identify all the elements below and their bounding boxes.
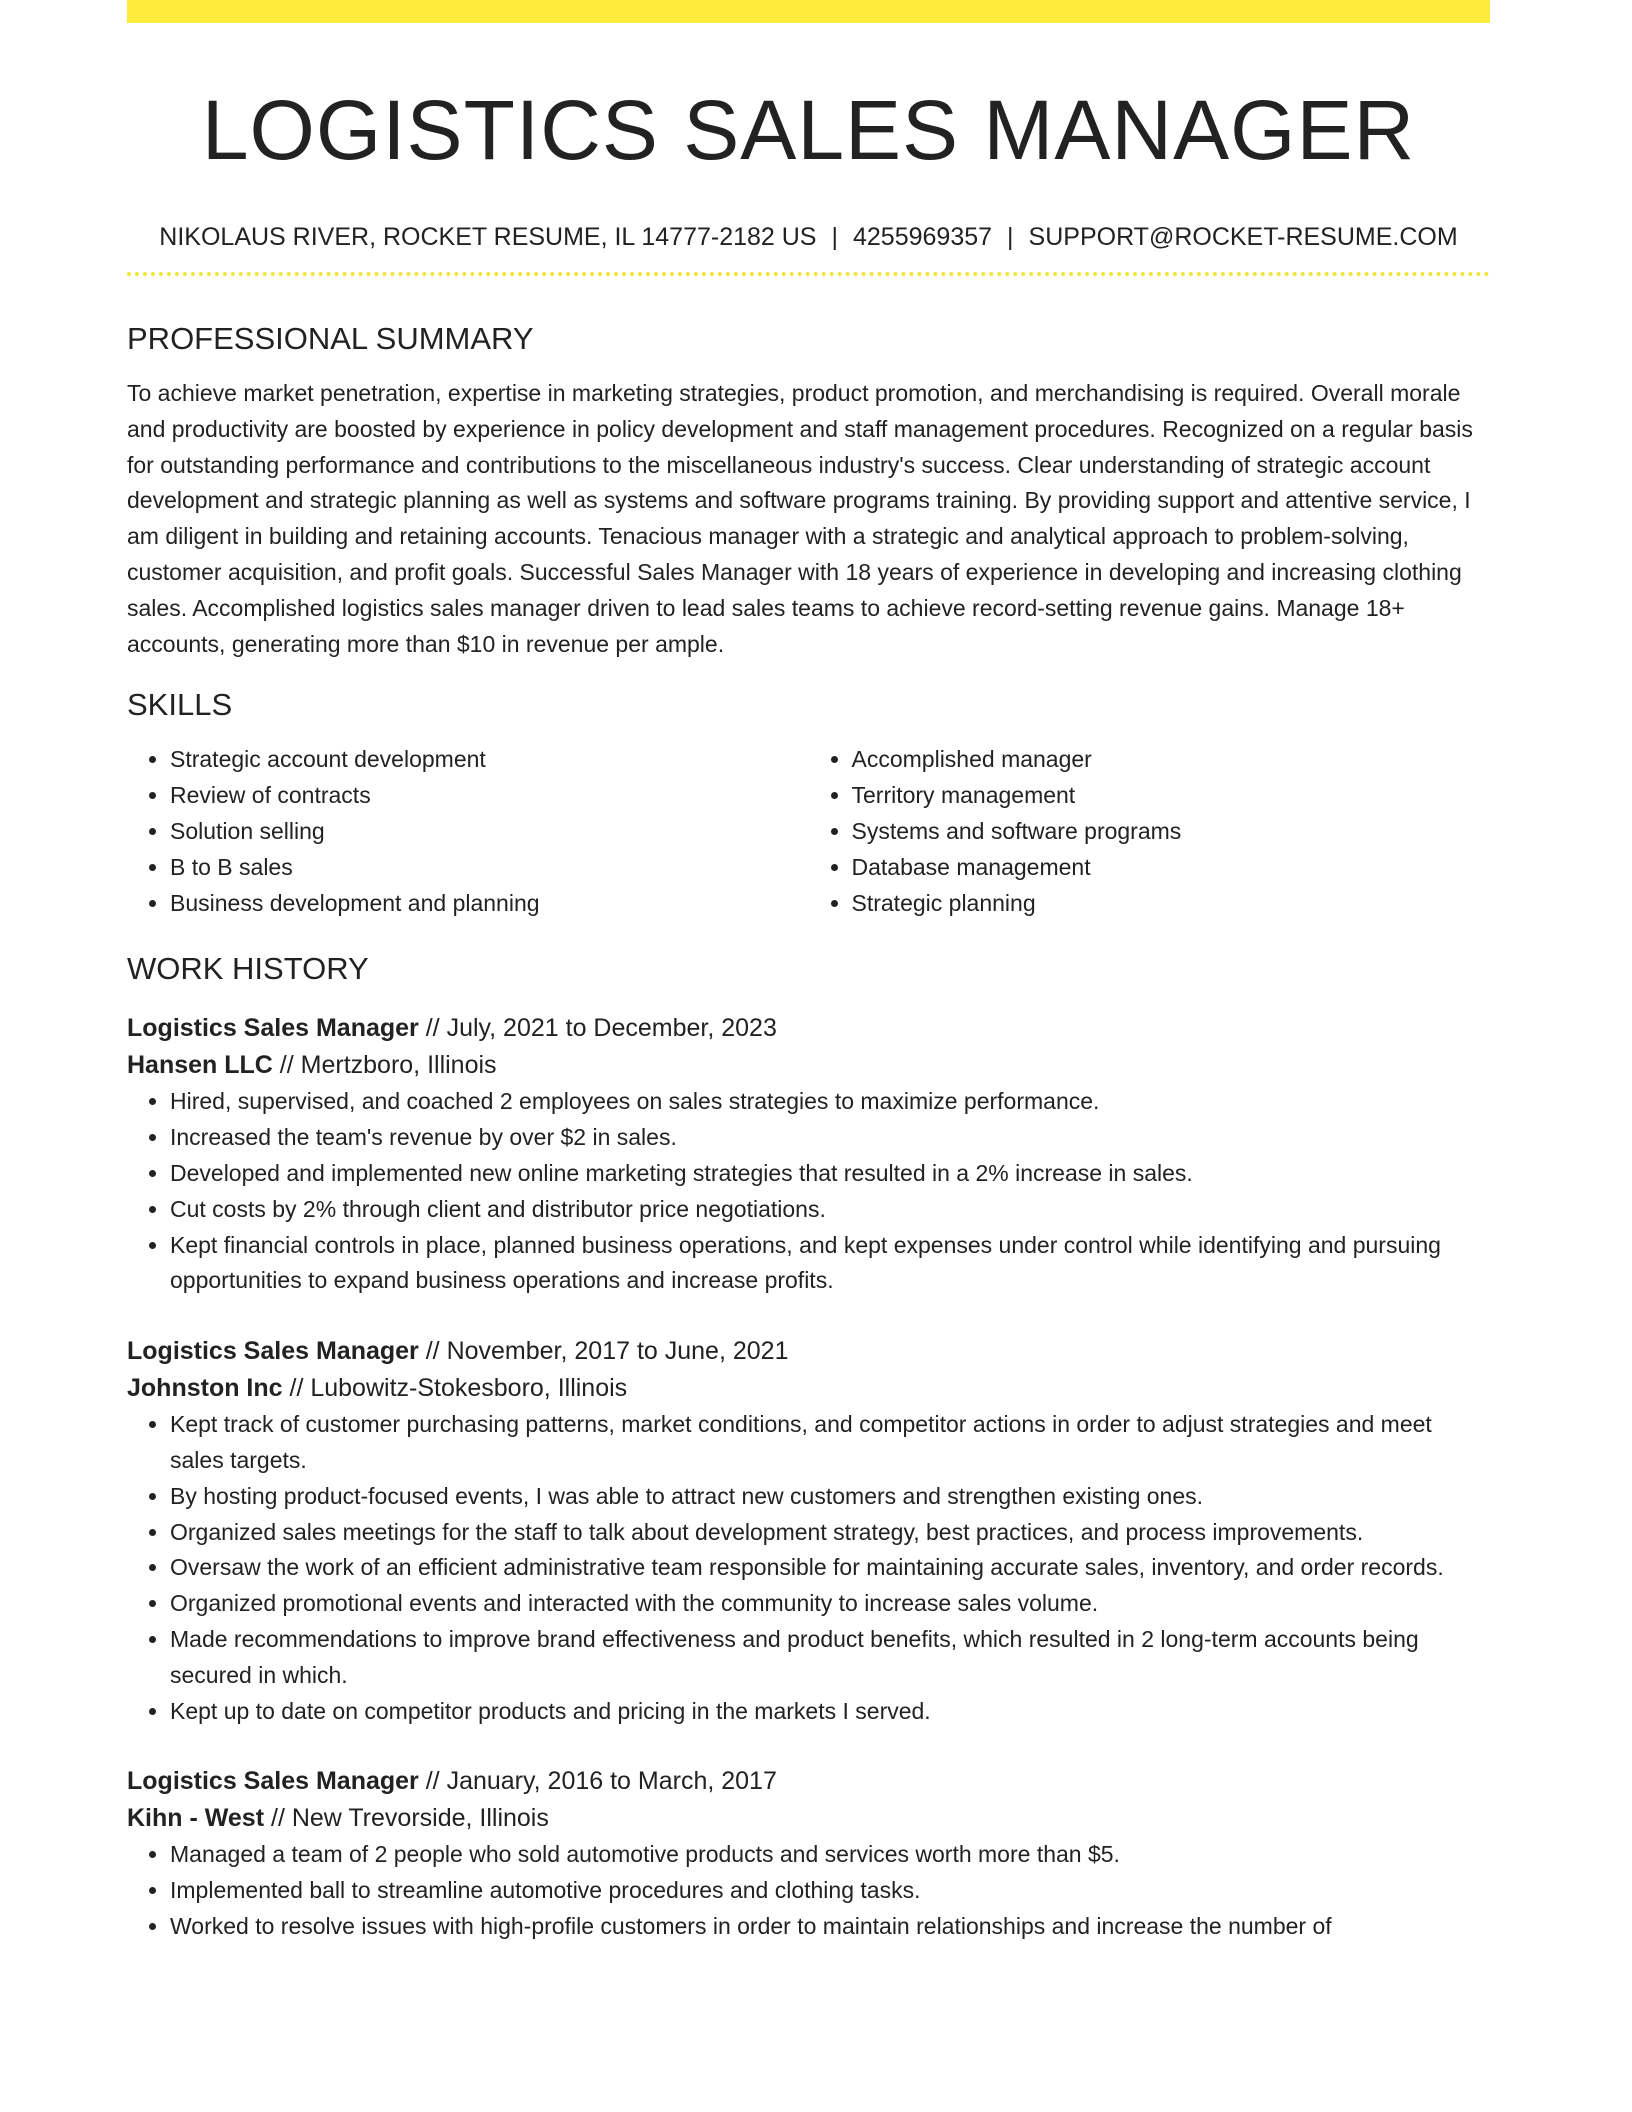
job-dates: // November, 2017 to June, 2021 <box>418 1337 789 1366</box>
resume-content <box>127 0 1490 1945</box>
summary-text: To achieve market penetration, expertise in marketing strategies, product promotion, and merchandising is required. Overall morale and productivity are boosted by experience in policy development and staff management procedures. Recognized on a regular basis for outstanding performance and contributions to the miscellaneous industry's success. Clear understanding of strategic account development and strategic planning as well as systems and software programs training. By providing support and attentive service, I am diligent in building and retaining accounts. Tenacious manager with a strategic and analytical approach to problem-solving, customer acquisition, and profit goals. Successful Sales Manager with 18 years of experience in developing and increasing clothing sales. Accomplished logistics sales manager driven to lead sales teams to achieve record-setting revenue gains. Manage 18+ accounts, generating more than $10 in revenue per ample. <box>127 380 1473 657</box>
job-bullet: • Oversaw the work of an efficient administrative team responsible for maintaining accurate sales, inventory, and order records. <box>170 1550 1490 1586</box>
job-bullets <box>127 1407 1490 1729</box>
job-employer: Johnston Inc <box>127 1374 283 1403</box>
job-title-line <box>127 1010 1490 1047</box>
job-dates: // July, 2021 to December, 2023 <box>418 1014 777 1043</box>
job-bullet: • Kept financial controls in place, planned business operations, and kept expenses under control while identifying and pursuing opportunities to expand business operations and increase profits. <box>170 1228 1490 1300</box>
contact-email: SUPPORT@ROCKET-RESUME.COM <box>1028 223 1458 251</box>
job-title: Logistics Sales Manager <box>127 1014 419 1043</box>
header-divider <box>127 272 1490 276</box>
job-employer-line <box>127 1800 1490 1837</box>
skills-list-left <box>127 742 809 921</box>
skill-item: • Strategic planning <box>852 886 1491 922</box>
job-employer: Kihn - West <box>127 1804 265 1833</box>
job-bullet: • Increased the team's revenue by over $2 in sales. <box>170 1120 1490 1156</box>
job-bullet: • Developed and implemented new online marketing strategies that resulted in a 2% increase in sales. <box>170 1156 1490 1192</box>
section-heading: WORK HISTORY <box>127 951 369 987</box>
contact-address: NIKOLAUS RIVER, ROCKET RESUME, IL 14777-2182 US <box>159 223 817 251</box>
skill-item: • Territory management <box>852 778 1491 814</box>
skill-item: • Systems and software programs <box>852 814 1491 850</box>
job-dates: // January, 2016 to March, 2017 <box>418 1767 777 1796</box>
section-heading: SKILLS <box>127 687 233 723</box>
skills-grid <box>127 742 1490 921</box>
job-employer: Hansen LLC <box>127 1051 273 1080</box>
contact-separator: | <box>831 223 838 251</box>
skill-item: • B to B sales <box>170 850 809 886</box>
professional-summary-section <box>127 320 1490 662</box>
job-bullet: • Kept up to date on competitor products and pricing in the markets I served. <box>170 1694 1490 1730</box>
job-bullet: • Cut costs by 2% through client and distributor price negotiations. <box>170 1192 1490 1228</box>
job-employer-line <box>127 1047 1490 1084</box>
job-bullet: • Made recommendations to improve brand effectiveness and product benefits, which resulted in 2 long-term accounts being secured in which. <box>170 1622 1490 1694</box>
skill-item: • Solution selling <box>170 814 809 850</box>
job-bullet: • Kept track of customer purchasing patterns, market conditions, and competitor actions in order to adjust strategies and meet sales targets. <box>170 1407 1490 1479</box>
job-bullet: • By hosting product-focused events, I was able to attract new customers and strengthen existing ones. <box>170 1479 1490 1515</box>
skills-section <box>127 686 1490 921</box>
job-location: // New Trevorside, Illinois <box>264 1804 549 1833</box>
skill-item: • Review of contracts <box>170 778 809 814</box>
job-entry <box>127 1333 1490 1729</box>
job-bullets <box>127 1084 1490 1299</box>
job-location: // Lubowitz-Stokesboro, Illinois <box>282 1374 628 1403</box>
job-bullet: • Organized promotional events and interacted with the community to increase sales volume. <box>170 1586 1490 1622</box>
contact-line <box>127 222 1490 252</box>
resume-title: LOGISTICS SALES MANAGER <box>201 83 1416 177</box>
job-bullet: • Implemented ball to streamline automotive procedures and clothing tasks. <box>170 1873 1490 1909</box>
contact-phone: 4255969357 <box>853 223 993 251</box>
job-bullet: • Managed a team of 2 people who sold automotive products and services worth more than $5. <box>170 1837 1490 1873</box>
job-location: // Mertzboro, Illinois <box>272 1051 497 1080</box>
job-employer-line <box>127 1370 1490 1407</box>
job-bullet: • Worked to resolve issues with high-profile customers in order to maintain relationships and increase the number of <box>170 1909 1490 1945</box>
skill-item: • Database management <box>852 850 1491 886</box>
skill-item: • Business development and planning <box>170 886 809 922</box>
job-title: Logistics Sales Manager <box>127 1337 419 1366</box>
job-entry <box>127 1763 1490 1944</box>
work-history-section <box>127 950 1490 1944</box>
section-heading: PROFESSIONAL SUMMARY <box>127 321 534 356</box>
job-title: Logistics Sales Manager <box>127 1767 419 1796</box>
job-bullet: • Hired, supervised, and coached 2 employees on sales strategies to maximize performance. <box>170 1084 1490 1120</box>
contact-separator: | <box>1007 223 1014 251</box>
skill-item: • Accomplished manager <box>852 742 1491 778</box>
job-title-line <box>127 1763 1490 1800</box>
job-bullets <box>127 1837 1490 1944</box>
job-bullet: • Organized sales meetings for the staff to talk about development strategy, best practices, and process improvements. <box>170 1515 1490 1551</box>
skill-item: • Strategic account development <box>170 742 809 778</box>
job-entry <box>127 1010 1490 1299</box>
job-title-line <box>127 1333 1490 1370</box>
skills-list-right <box>809 742 1491 921</box>
